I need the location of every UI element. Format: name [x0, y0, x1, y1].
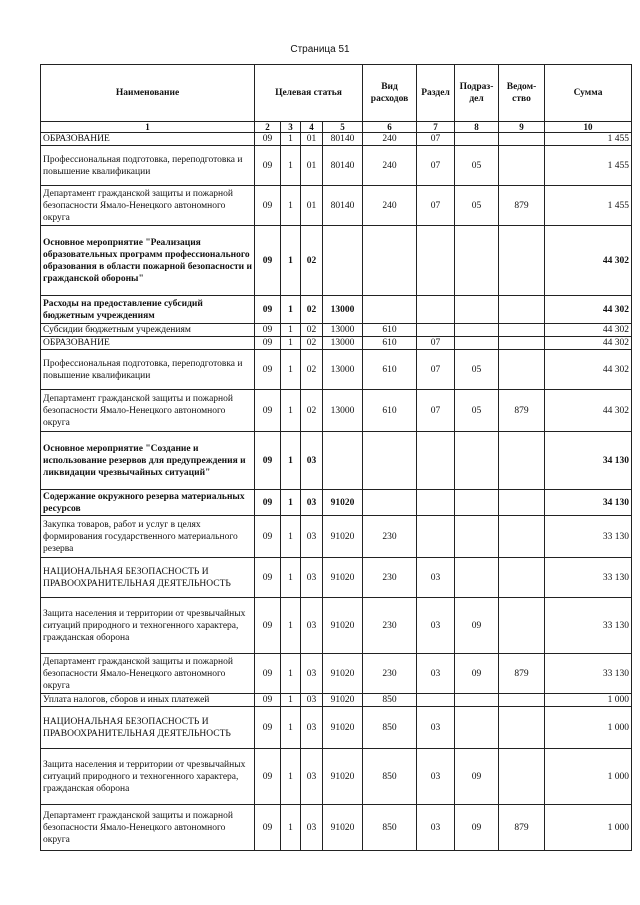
cell-target-subprogram: 1: [281, 598, 301, 654]
table-row: [41, 337, 632, 350]
cell-target-subprogram: 1: [281, 432, 301, 490]
header-summa: Сумма: [545, 65, 632, 122]
cell-section: 07: [417, 390, 455, 432]
cell-target-direction: 91020: [323, 694, 363, 707]
cell-subsection: [455, 432, 499, 490]
cell-section: [417, 296, 455, 324]
column-number: 7: [417, 122, 455, 133]
cell-section: [417, 432, 455, 490]
cell-name: Департамент гражданской защиты и пожарной безопасности Ямало-Ненецкого автономного округа: [41, 805, 255, 851]
cell-name: Профессиональная подготовка, переподготовка и повышение квалификации: [41, 350, 255, 390]
cell-target-direction: [323, 432, 363, 490]
column-number: 6: [363, 122, 417, 133]
cell-amount: 44 302: [545, 226, 632, 296]
cell-subsection: 09: [455, 805, 499, 851]
cell-target-subprogram: 1: [281, 350, 301, 390]
cell-target-direction: 13000: [323, 337, 363, 350]
cell-department: [499, 490, 545, 516]
cell-target-activity: 03: [301, 490, 323, 516]
cell-name: НАЦИОНАЛЬНАЯ БЕЗОПАСНОСТЬ И ПРАВООХРАНИТЕЛЬНАЯ ДЕЯТЕЛЬНОСТЬ: [41, 707, 255, 749]
header-razdel: Раздел: [417, 65, 455, 122]
cell-department: [499, 707, 545, 749]
cell-target-program: 09: [255, 350, 281, 390]
cell-name: НАЦИОНАЛЬНАЯ БЕЗОПАСНОСТЬ И ПРАВООХРАНИТЕЛЬНАЯ ДЕЯТЕЛЬНОСТЬ: [41, 558, 255, 598]
table-row: [41, 390, 632, 432]
cell-target-activity: 03: [301, 749, 323, 805]
cell-subsection: [455, 337, 499, 350]
table-row: [41, 654, 632, 694]
cell-section: 07: [417, 186, 455, 226]
cell-subsection: [455, 558, 499, 598]
cell-target-activity: 03: [301, 707, 323, 749]
table-row: [41, 707, 632, 749]
cell-expense-type: [363, 296, 417, 324]
cell-subsection: [455, 133, 499, 146]
cell-expense-type: 240: [363, 133, 417, 146]
cell-department: [499, 558, 545, 598]
cell-section: [417, 694, 455, 707]
cell-target-program: 09: [255, 490, 281, 516]
cell-subsection: 09: [455, 749, 499, 805]
cell-target-subprogram: 1: [281, 186, 301, 226]
cell-section: 07: [417, 146, 455, 186]
column-number: 4: [301, 122, 323, 133]
cell-department: [499, 432, 545, 490]
cell-section: 03: [417, 805, 455, 851]
cell-expense-type: 610: [363, 390, 417, 432]
cell-expense-type: 850: [363, 749, 417, 805]
cell-expense-type: [363, 432, 417, 490]
table-row: [41, 324, 632, 337]
cell-name: Защита населения и территории от чрезвычайных ситуаций природного и техногенного характера, гражданская оборона: [41, 749, 255, 805]
cell-target-program: 09: [255, 226, 281, 296]
cell-target-direction: 91020: [323, 598, 363, 654]
cell-target-activity: 01: [301, 146, 323, 186]
column-number: 3: [281, 122, 301, 133]
cell-target-subprogram: 1: [281, 133, 301, 146]
cell-target-activity: 01: [301, 133, 323, 146]
cell-target-subprogram: 1: [281, 390, 301, 432]
cell-target-subprogram: 1: [281, 490, 301, 516]
cell-target-subprogram: 1: [281, 558, 301, 598]
cell-target-subprogram: 1: [281, 805, 301, 851]
header-vid: Вид расходов: [363, 65, 417, 122]
cell-department: [499, 749, 545, 805]
cell-section: 07: [417, 337, 455, 350]
table-row: [41, 490, 632, 516]
cell-subsection: 09: [455, 654, 499, 694]
cell-subsection: [455, 694, 499, 707]
cell-amount: 33 130: [545, 654, 632, 694]
cell-department: 879: [499, 390, 545, 432]
cell-amount: 44 302: [545, 350, 632, 390]
table-row: [41, 146, 632, 186]
cell-name: Департамент гражданской защиты и пожарной безопасности Ямало-Ненецкого автономного округа: [41, 390, 255, 432]
cell-target-program: 09: [255, 432, 281, 490]
cell-target-activity: 01: [301, 186, 323, 226]
cell-target-direction: 91020: [323, 490, 363, 516]
table-row: [41, 598, 632, 654]
cell-target-direction: 91020: [323, 516, 363, 558]
cell-department: [499, 146, 545, 186]
cell-section: 07: [417, 133, 455, 146]
table-row: [41, 805, 632, 851]
cell-department: [499, 296, 545, 324]
cell-department: 879: [499, 654, 545, 694]
cell-expense-type: 240: [363, 146, 417, 186]
cell-target-activity: 02: [301, 350, 323, 390]
cell-target-activity: 02: [301, 337, 323, 350]
cell-department: [499, 516, 545, 558]
cell-target-activity: 03: [301, 598, 323, 654]
cell-amount: 33 130: [545, 598, 632, 654]
cell-target-direction: 13000: [323, 324, 363, 337]
cell-section: 03: [417, 598, 455, 654]
cell-target-subprogram: 1: [281, 516, 301, 558]
cell-expense-type: 610: [363, 350, 417, 390]
cell-amount: 44 302: [545, 337, 632, 350]
cell-amount: 34 130: [545, 490, 632, 516]
cell-name: Департамент гражданской защиты и пожарной безопасности Ямало-Ненецкого автономного округа: [41, 186, 255, 226]
cell-name: Профессиональная подготовка, переподготовка и повышение квалификации: [41, 146, 255, 186]
cell-target-activity: 02: [301, 324, 323, 337]
cell-expense-type: [363, 490, 417, 516]
cell-amount: 1 455: [545, 133, 632, 146]
cell-target-subprogram: 1: [281, 226, 301, 296]
cell-target-program: 09: [255, 558, 281, 598]
cell-target-activity: 03: [301, 694, 323, 707]
page-label: Страница 51: [290, 44, 350, 55]
cell-target-subprogram: 1: [281, 146, 301, 186]
header-name: Наименование: [41, 65, 255, 122]
cell-target-direction: 13000: [323, 296, 363, 324]
budget-table: [40, 64, 632, 851]
cell-target-direction: 91020: [323, 749, 363, 805]
cell-name: Закупка товаров, работ и услуг в целях формирования государственного материального резерва: [41, 516, 255, 558]
cell-expense-type: [363, 226, 417, 296]
cell-section: [417, 516, 455, 558]
cell-amount: 33 130: [545, 558, 632, 598]
cell-amount: 1 000: [545, 805, 632, 851]
cell-target-program: 09: [255, 337, 281, 350]
table-row: [41, 694, 632, 707]
header-row: [41, 65, 632, 122]
cell-amount: 1 000: [545, 707, 632, 749]
table-row: [41, 749, 632, 805]
table-row: [41, 432, 632, 490]
header-podrazdel: Подраз-дел: [455, 65, 499, 122]
cell-amount: 1 000: [545, 749, 632, 805]
cell-target-activity: 02: [301, 390, 323, 432]
cell-subsection: 05: [455, 350, 499, 390]
cell-target-program: 09: [255, 805, 281, 851]
cell-subsection: [455, 516, 499, 558]
cell-amount: 1 455: [545, 186, 632, 226]
column-number: 10: [545, 122, 632, 133]
cell-target-activity: 02: [301, 226, 323, 296]
cell-name: Субсидии бюджетным учреждениям: [41, 324, 255, 337]
cell-target-direction: 13000: [323, 390, 363, 432]
cell-section: 03: [417, 558, 455, 598]
cell-name: ОБРАЗОВАНИЕ: [41, 133, 255, 146]
table-row: [41, 558, 632, 598]
cell-target-direction: 80140: [323, 186, 363, 226]
cell-section: 03: [417, 654, 455, 694]
cell-target-subprogram: 1: [281, 707, 301, 749]
cell-subsection: [455, 324, 499, 337]
cell-target-direction: 80140: [323, 133, 363, 146]
cell-target-subprogram: 1: [281, 324, 301, 337]
table-row: [41, 296, 632, 324]
cell-target-direction: 91020: [323, 805, 363, 851]
cell-target-direction: 91020: [323, 654, 363, 694]
cell-target-subprogram: 1: [281, 337, 301, 350]
cell-name: ОБРАЗОВАНИЕ: [41, 337, 255, 350]
cell-target-program: 09: [255, 654, 281, 694]
cell-target-direction: 91020: [323, 558, 363, 598]
table-row: [41, 226, 632, 296]
cell-target-direction: 91020: [323, 707, 363, 749]
cell-department: [499, 337, 545, 350]
cell-department: 879: [499, 186, 545, 226]
table-row: [41, 516, 632, 558]
cell-subsection: [455, 707, 499, 749]
cell-expense-type: 850: [363, 694, 417, 707]
cell-section: 03: [417, 749, 455, 805]
table-row: [41, 350, 632, 390]
column-number: 1: [41, 122, 255, 133]
cell-name: Основное мероприятие "Создание и использование резервов для предупреждения и ликвидации чрезвычайных ситуаций": [41, 432, 255, 490]
cell-target-direction: [323, 226, 363, 296]
cell-department: [499, 350, 545, 390]
cell-expense-type: 850: [363, 805, 417, 851]
cell-subsection: [455, 226, 499, 296]
cell-expense-type: 610: [363, 324, 417, 337]
cell-amount: 1 455: [545, 146, 632, 186]
cell-target-subprogram: 1: [281, 654, 301, 694]
cell-name: Основное мероприятие "Реализация образовательных программ профессионального образования в области пожарной безопасности и гражданской обороны": [41, 226, 255, 296]
cell-section: [417, 324, 455, 337]
column-number: 2: [255, 122, 281, 133]
cell-target-program: 09: [255, 598, 281, 654]
cell-name: Содержание окружного резерва материальных ресурсов: [41, 490, 255, 516]
cell-target-activity: 03: [301, 558, 323, 598]
cell-section: 03: [417, 707, 455, 749]
cell-target-program: 09: [255, 707, 281, 749]
column-number: 5: [323, 122, 363, 133]
cell-target-subprogram: 1: [281, 694, 301, 707]
cell-target-subprogram: 1: [281, 749, 301, 805]
cell-amount: 34 130: [545, 432, 632, 490]
cell-expense-type: 240: [363, 186, 417, 226]
header-target: Целевая статья: [255, 65, 363, 122]
cell-expense-type: 850: [363, 707, 417, 749]
cell-subsection: [455, 490, 499, 516]
cell-subsection: 09: [455, 598, 499, 654]
cell-expense-type: 230: [363, 598, 417, 654]
cell-amount: 1 000: [545, 694, 632, 707]
cell-target-activity: 03: [301, 805, 323, 851]
cell-department: [499, 226, 545, 296]
column-number: 8: [455, 122, 499, 133]
cell-department: [499, 133, 545, 146]
cell-expense-type: 230: [363, 654, 417, 694]
cell-department: [499, 324, 545, 337]
cell-name: Защита населения и территории от чрезвычайных ситуаций природного и техногенного характера, гражданская оборона: [41, 598, 255, 654]
cell-amount: 33 130: [545, 516, 632, 558]
cell-section: 07: [417, 350, 455, 390]
cell-expense-type: 230: [363, 558, 417, 598]
cell-target-activity: 02: [301, 296, 323, 324]
cell-amount: 44 302: [545, 390, 632, 432]
cell-department: [499, 694, 545, 707]
cell-target-direction: 13000: [323, 350, 363, 390]
cell-amount: 44 302: [545, 296, 632, 324]
cell-subsection: 05: [455, 186, 499, 226]
cell-target-direction: 80140: [323, 146, 363, 186]
table-row: [41, 186, 632, 226]
cell-subsection: 05: [455, 146, 499, 186]
cell-target-activity: 03: [301, 516, 323, 558]
cell-target-program: 09: [255, 133, 281, 146]
cell-amount: 44 302: [545, 324, 632, 337]
cell-department: 879: [499, 805, 545, 851]
cell-target-program: 09: [255, 516, 281, 558]
header-vedomstvo: Ведом-ство: [499, 65, 545, 122]
cell-target-activity: 03: [301, 432, 323, 490]
cell-name: Расходы на предоставление субсидий бюджетным учреждениям: [41, 296, 255, 324]
cell-subsection: [455, 296, 499, 324]
cell-target-program: 09: [255, 390, 281, 432]
cell-expense-type: 230: [363, 516, 417, 558]
cell-target-program: 09: [255, 186, 281, 226]
cell-name: Департамент гражданской защиты и пожарной безопасности Ямало-Ненецкого автономного округа: [41, 654, 255, 694]
cell-target-program: 09: [255, 694, 281, 707]
cell-target-program: 09: [255, 146, 281, 186]
column-number: 9: [499, 122, 545, 133]
cell-target-program: 09: [255, 296, 281, 324]
cell-subsection: 05: [455, 390, 499, 432]
cell-section: [417, 490, 455, 516]
cell-target-activity: 03: [301, 654, 323, 694]
cell-target-program: 09: [255, 749, 281, 805]
cell-expense-type: 610: [363, 337, 417, 350]
cell-name: Уплата налогов, сборов и иных платежей: [41, 694, 255, 707]
cell-target-subprogram: 1: [281, 296, 301, 324]
cell-section: [417, 226, 455, 296]
cell-department: [499, 598, 545, 654]
cell-target-program: 09: [255, 324, 281, 337]
column-number-row: [41, 122, 632, 133]
table-row: [41, 133, 632, 146]
